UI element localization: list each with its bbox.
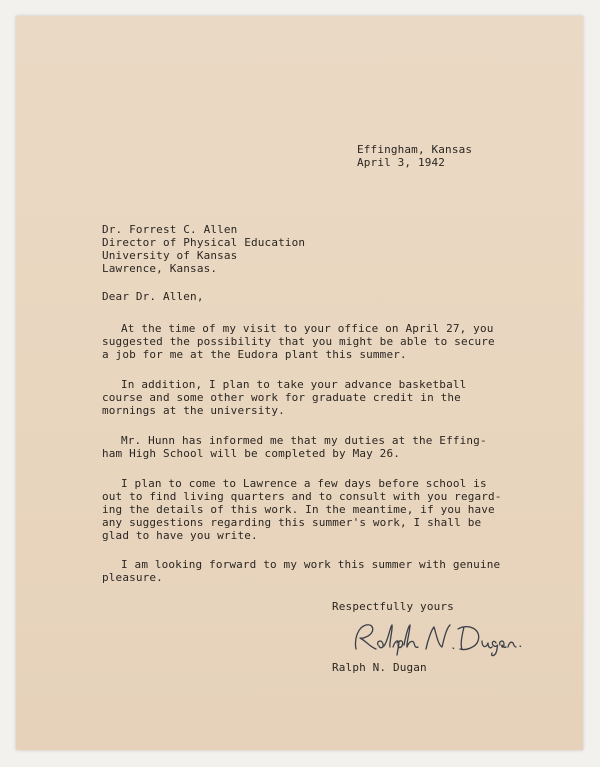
letter-page [16, 16, 583, 750]
body-line: ing the details of this work. In the meantime, if you have [102, 503, 495, 516]
body-line: Mr. Hunn has informed me that my duties at the Effing- [121, 434, 487, 447]
body-line: glad to have you write. [102, 529, 258, 542]
salutation: Dear Dr. Allen, [102, 290, 204, 303]
body-line: At the time of my visit to your office on April 27, you [121, 322, 494, 335]
body-line: pleasure. [102, 571, 163, 584]
body-line: any suggestions regarding this summer's work, I shall be [102, 516, 482, 529]
body-line: I plan to come to Lawrence a few days before school is [121, 477, 487, 490]
recipient-name: Dr. Forrest C. Allen [102, 223, 238, 236]
recipient-institution: University of Kansas [102, 249, 238, 262]
recipient-city: Lawrence, Kansas. [102, 262, 218, 275]
body-line: ham High School will be completed by May 26. [102, 447, 400, 460]
letter-date: April 3, 1942 [357, 156, 446, 169]
closing: Respectfully yours [332, 600, 454, 613]
body-line: I am looking forward to my work this summer with genuine [121, 558, 501, 571]
body-line: out to find living quarters and to consult with you regard- [102, 490, 502, 503]
body-line: mornings at the university. [102, 404, 285, 417]
body-line: suggested the possibility that you might be able to secure [102, 335, 495, 348]
letter-place: Effingham, Kansas [357, 143, 473, 156]
body-line: In addition, I plan to take your advance basketball [121, 378, 467, 391]
recipient-title: Director of Physical Education [102, 236, 306, 249]
signer-name: Ralph N. Dugan [332, 661, 427, 674]
handwritten-signature [346, 619, 526, 659]
body-line: a job for me at the Eudora plant this summer. [102, 348, 407, 361]
body-line: course and some other work for graduate credit in the [102, 391, 461, 404]
